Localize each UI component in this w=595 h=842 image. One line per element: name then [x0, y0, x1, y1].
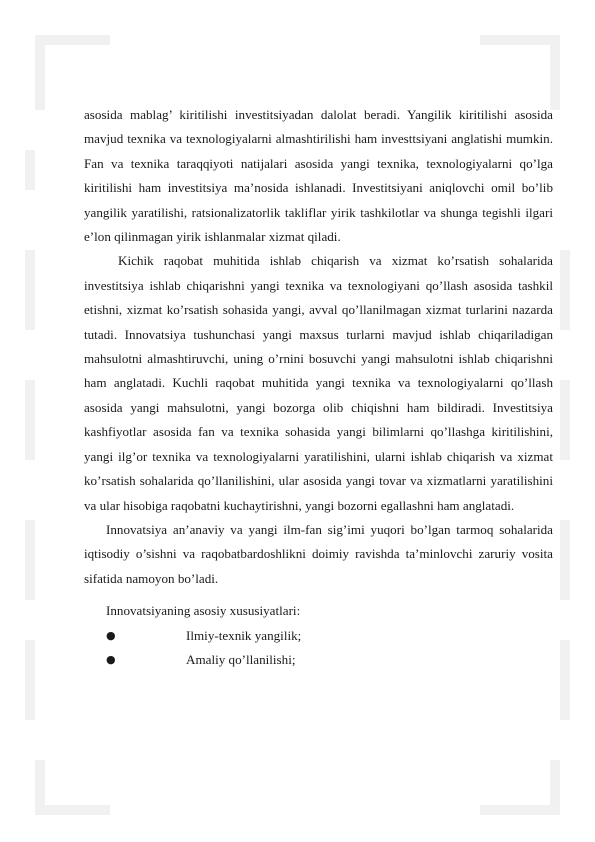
bullet-list — [84, 624, 553, 673]
list-intro: Innovatsiyaning asosiy xususiyatlari: — [106, 603, 301, 619]
paragraph-3: Innovatsiya an’anaviy va yangi ilm-fan sig’imi yuqori bo’lgan tarmoq sohalarida iqtisodiy o’sishni va raqobatbardoshlikni doimiy ravishda ta’minlovchi zaruriy vosita sifatida namoyon bo’ladi. — [84, 521, 553, 586]
paragraph-2: Kichik raqobat muhitida ishlab chiqarish va xizmat ko’rsatish sohalarida investitsiya ishlab chiqarishni yangi texnika va texnologiyani qo’llash asosida tashkil etishni, xizmat ko’rsatish sohasida yangi, avval qo’llanilmagan xizmat turlarini nazarda tutadi. Innovatsiya tushunchasi yangi maxsus turlarni mavjud ishlab chiqariladigan mahsulotni almashtiruvchi, uning o’rnini bosuvchi yangi mahsulotni ishlab chiqarishni ham anglatadi. Kuchli raqobat muhitida yangi texnika va texnologiyalarni qo’llash asosida yangi mahsulotni, yangi bozorga olib chiqishni ham bildiradi. Investitsiya kashfiyotlar asosida fan va texnika sohasida yangi bilimlarni qo’llashga kiritilishini, yangi ilg’or texnika va texnologiyalarni yaratilishini, ularni ishlab chiqarish va xizmat ko’rsatish sohalarida qo’llanilishini, ular asosida yangi tovar va xizmatlarni yaratilishini va ular hisobiga raqobatni kuchaytirishni, yangi bozorni egallashni ham anglatadi. — [84, 253, 553, 513]
bullet-icon: ● — [106, 628, 116, 642]
bullet-icon: ● — [106, 652, 116, 666]
list-item — [84, 648, 553, 672]
list-item — [84, 624, 553, 648]
document-page — [84, 103, 553, 672]
paragraph-1: asosida mablag’ kiritilishi investitsiyadan dalolat beradi. Yangilik kiritilishi asosida mavjud texnika va texnologiyalarni almashtirilishi ham investtsiyani anglatishi mumkin. Fan va texnika taraqqiyoti natijalari asosida yangi texnika, texnologiyalarni qo’lga kiritilishi ham investitsiya ma’nosida ishlanadi. Investitsiyani aniqlovchi omil bo’lib yangilik yaratilishi, ratsionalizatorlik takliflar yirik tashkilotlar va shunga tegishli ilgari e’lon qilinmagan yirik ishlanmalar xizmat qiladi. — [84, 107, 553, 245]
list-item-text: Amaliy qo’llanilishi; — [186, 651, 296, 667]
list-item-text: Ilmiy-texnik yangilik; — [186, 627, 302, 643]
